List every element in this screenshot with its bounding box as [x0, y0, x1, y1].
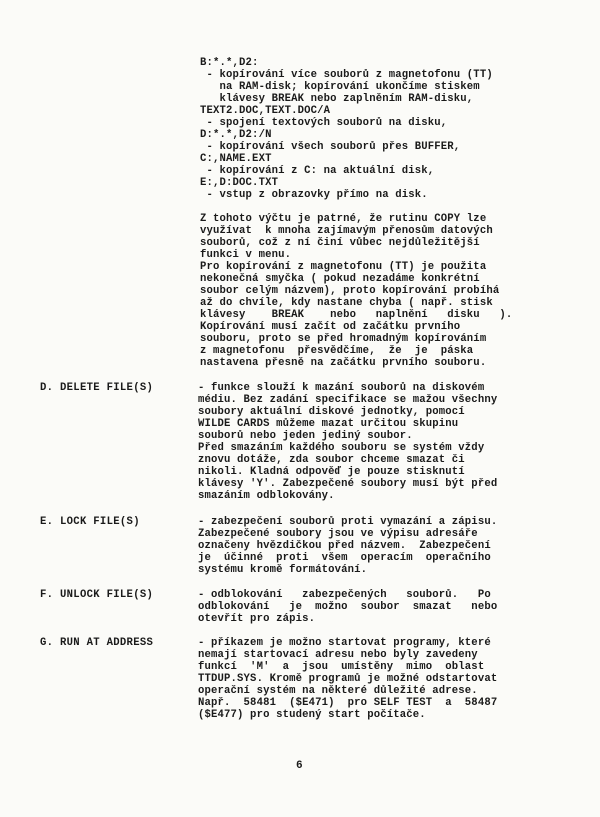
text-line: - funkce slouží k mazání souborů na diskovém — [198, 382, 485, 394]
text-line: - kopírování více souborů z magnetofonu (TT) — [200, 69, 493, 81]
text-line: E:,D:DOC.TXT — [200, 177, 279, 189]
text-line: - odblokování zabezpečených souborů. Po — [198, 589, 491, 601]
text-line: ($E477) pro studený start počítače. — [198, 709, 426, 721]
text-line: z magnetofonu přesvědčíme, že je páska — [200, 345, 474, 357]
page-number: 6 — [296, 760, 303, 772]
text-line: TEXT2.DOC,TEXT.DOC/A — [200, 105, 331, 117]
text-line: odblokování je možno soubor smazat nebo — [198, 601, 498, 613]
text-line: je účinné proti všem operacím operačního — [198, 552, 491, 564]
text-line: označeny hvězdičkou před názvem. Zabezpečení — [198, 540, 491, 552]
section-heading-delete: D. DELETE FILE(S) — [40, 382, 154, 394]
text-line: Před smazáním každého souboru se systém vždy — [198, 442, 485, 454]
text-line: Zabezpečené soubory jsou ve výpisu adresáře — [198, 528, 478, 540]
text-line: Např. 58481 ($E471) pro SELF TEST a 58487 — [198, 697, 498, 709]
section-heading-unlock: F. UNLOCK FILE(S) — [40, 589, 154, 601]
text-line: - vstup z obrazovky přímo na disk. — [200, 189, 428, 201]
section-heading-run-at-address: G. RUN AT ADDRESS — [40, 637, 154, 649]
text-line: soubory aktuální diskové jednotky, pomocí — [198, 406, 465, 418]
text-line: - příkazem je možno startovat programy, které — [198, 637, 491, 649]
text-line: nemají startovací adresu nebo byly zavedeny — [198, 649, 478, 661]
text-line: klávesy 'Y'. Zabezpečené soubory musí být před — [198, 478, 498, 490]
text-line: smazáním odblokovány. — [198, 490, 335, 502]
text-line: na RAM-disk; kopírování ukončíme stiskem — [200, 81, 480, 93]
text-line: klávesy BREAK nebo zaplněním RAM-disku, — [200, 93, 474, 105]
text-line: souboru, proto se před hromadným kopírováním — [200, 333, 487, 345]
text-line: Z tohoto výčtu je patrné, že rutinu COPY lze — [200, 213, 487, 225]
text-line: znovu dotáže, zda soubor chceme smazat či — [198, 454, 465, 466]
section-heading-lock: E. LOCK FILE(S) — [40, 516, 140, 528]
text-line: - kopírování z C: na aktuální disk, — [200, 165, 435, 177]
text-line: B:*.*,D2: — [200, 57, 259, 69]
text-line: funkcí 'M' a jsou umístěny mimo oblast — [198, 661, 485, 673]
text-line: D:*.*,D2:/N — [200, 129, 272, 141]
text-line: souborů nebo jeden jediný soubor. — [198, 430, 413, 442]
text-line: až do chvíle, kdy nastane chyba ( např. stisk — [200, 297, 493, 309]
text-line: soubor celým názvem), proto kopírování probíhá — [200, 285, 500, 297]
text-line: WILDE CARDS můžeme mazat určitou skupinu — [198, 418, 459, 430]
text-line: Kopírování musí začít od začátku prvního — [200, 321, 461, 333]
text-line: TTDUP.SYS. Kromě programů je možné odstartovat — [198, 673, 498, 685]
text-line: nastavena přesně na začátku prvního souboru. — [200, 357, 487, 369]
text-line: klávesy BREAK nebo naplnění disku ). — [200, 309, 513, 321]
text-line: - zabezpečení souborů proti vymazání a zápisu. — [198, 516, 498, 528]
text-line: Pro kopírování z magnetofonu (TT) je použita — [200, 261, 487, 273]
text-line: využívat k mnoha zajímavým přenosům datových — [200, 225, 493, 237]
text-line: operační systém na některé důležité adrese. — [198, 685, 478, 697]
text-line: médiu. Bez zadání specifikace se mažou všechny — [198, 394, 498, 406]
text-line: souborů, což z ní činí vůbec nejdůležitější — [200, 237, 480, 249]
text-line: C:,NAME.EXT — [200, 153, 272, 165]
text-line: funkci v menu. — [200, 249, 292, 261]
text-line: nikoli. Kladná odpověď je pouze stisknutí — [198, 466, 465, 478]
text-line: - kopírování všech souborů přes BUFFER, — [200, 141, 461, 153]
text-line: - spojení textových souborů na disku, — [200, 117, 448, 129]
text-line: nekonečná smyčka ( pokud nezadáme konkrétní — [200, 273, 480, 285]
text-line: systému kromě formátování. — [198, 564, 368, 576]
text-line: otevřít pro zápis. — [198, 613, 316, 625]
